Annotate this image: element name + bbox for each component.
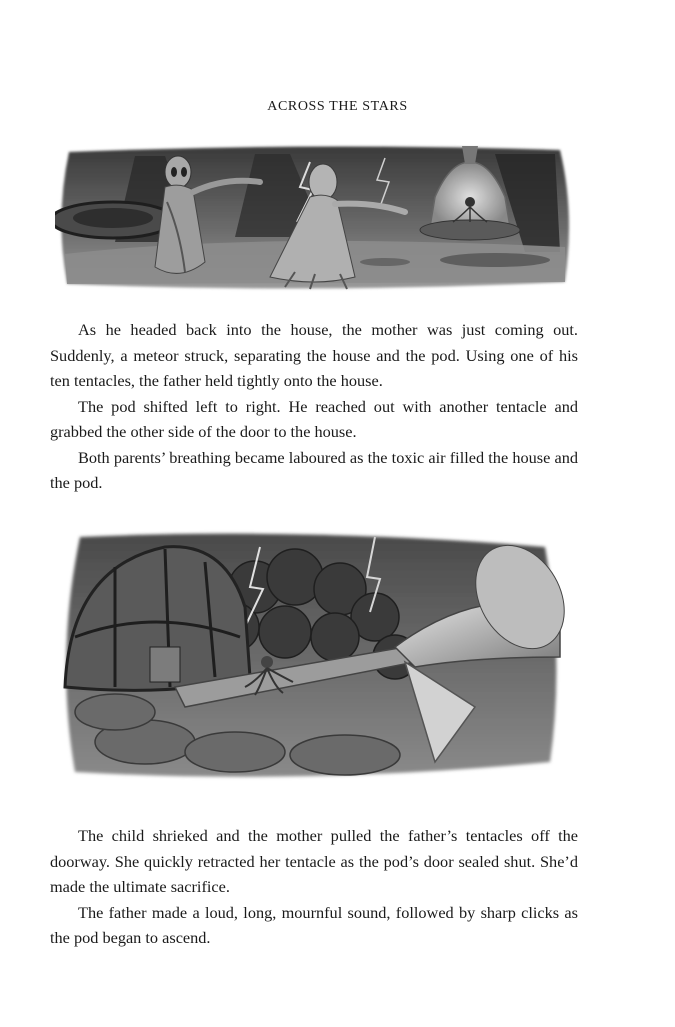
- paragraph: The child shrieked and the mother pulled the father’s tentacles off the doorway. She quickly retracted her tentacle as the pod’s door sealed shut. She’d made the ultimate sacrifice.: [50, 826, 578, 896]
- paragraph: As he headed back into the house, the mother was just coming out. Suddenly, a meteor struck, separating the house and the pod. Using one of his ten tentacles, the father held tightly onto the house.: [50, 320, 578, 390]
- illustration-pod-bridge: [55, 527, 565, 782]
- paragraph: The pod shifted left to right. He reached out with another tentacle and grabbed the other side of the door to the house.: [50, 396, 578, 441]
- text-block-2: [50, 823, 578, 951]
- illustration-alien-family: [55, 142, 575, 292]
- text-block-1: [50, 317, 578, 496]
- running-head: ACROSS THE STARS: [267, 99, 408, 114]
- paragraph: The father made a loud, long, mournful sound, followed by sharp clicks as the pod began to ascend.: [50, 902, 578, 947]
- paragraph: Both parents’ breathing became laboured as the toxic air filled the house and the pod.: [50, 447, 578, 492]
- illustration-pod-bridge-art: [55, 527, 565, 782]
- illustration-alien-family-art: [55, 142, 575, 292]
